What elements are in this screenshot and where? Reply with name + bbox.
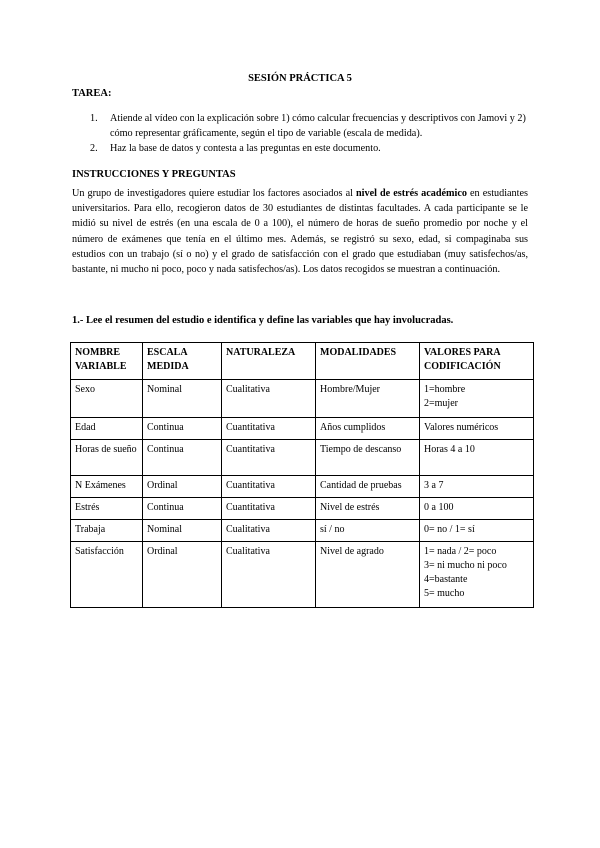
table-cell: Ordinal [143, 542, 222, 608]
table-row [71, 476, 534, 498]
table-header-row [71, 343, 534, 380]
table-cell: Continua [143, 440, 222, 476]
table-cell: Ordinal [143, 476, 222, 498]
paragraph-text: Un grupo de investigadores quiere estudiar los factores asociados al [72, 188, 356, 199]
tarea-heading: TAREA: [72, 88, 112, 99]
table-cell: Horas de sueño [71, 440, 143, 476]
column-header: MODALIDADES [316, 343, 420, 380]
table-cell: Cualitativa [222, 520, 316, 542]
table-cell: Años cumplidos [316, 418, 420, 440]
table-row [71, 440, 534, 476]
question-1: 1.- Lee el resumen del estudio e identifica y define las variables que hay involucradas. [72, 315, 454, 326]
table-row [71, 380, 534, 418]
column-header: ESCALA MEDIDA [143, 343, 222, 380]
task-item [72, 141, 532, 156]
page-title: SESIÓN PRÁCTICA 5 [248, 73, 352, 84]
paragraph-text: en estudiantes universitarios. Para ello, recogieron datos de 30 estudiantes de distintas facultades. A cada participante se le midió su nivel de estrés (en una escala de 0 a 100), el número de horas de sueño promedio por noche y el número de exámenes que tenía en el último mes. Además, se registró su sexo, edad, si compaginaba sus estudios con un trabajo (sí o no) y el grado de satisfacción con el grado que estudiaban (muy satisfechos/as, bastante, ni mucho ni poco, poco y nada satisfechos/as). Los datos recogidos se muestran a continuación. [72, 188, 528, 276]
table-cell: Cuantitativa [222, 476, 316, 498]
column-header: NATURALEZA [222, 343, 316, 380]
table-cell: N Exámenes [71, 476, 143, 498]
table-cell: Hombre/Mujer [316, 380, 420, 418]
table-cell: 3 a 7 [420, 476, 534, 498]
table-row [71, 542, 534, 608]
task-number: 1. [90, 113, 98, 124]
table-cell: Horas 4 a 10 [420, 440, 534, 476]
table-cell: Satisfacción [71, 542, 143, 608]
variables-table [70, 342, 534, 608]
instructions-heading: INSTRUCCIONES Y PREGUNTAS [72, 169, 236, 180]
table-cell: Cualitativa [222, 542, 316, 608]
task-number: 2. [90, 143, 98, 154]
table-cell: Nivel de agrado [316, 542, 420, 608]
table-row [71, 520, 534, 542]
table-row [71, 498, 534, 520]
table-cell: Cuantitativa [222, 440, 316, 476]
task-text: Haz la base de datos y contesta a las preguntas en este documento. [110, 143, 381, 154]
table-cell: sí / no [316, 520, 420, 542]
column-header: NOMBRE VARIABLE [71, 343, 143, 380]
table-row [71, 418, 534, 440]
table-cell: 0 a 100 [420, 498, 534, 520]
column-header: VALORES PARA CODIFICACIÓN [420, 343, 534, 380]
table-cell: Trabaja [71, 520, 143, 542]
table-cell: Edad [71, 418, 143, 440]
table-cell: Cuantitativa [222, 418, 316, 440]
paragraph-bold-text: nivel de estrés académico [355, 188, 467, 199]
table-cell: Nominal [143, 520, 222, 542]
table-cell: Valores numéricos [420, 418, 534, 440]
table-cell: Nivel de estrés [316, 498, 420, 520]
table-cell: Cantidad de pruebas [316, 476, 420, 498]
table-cell: Nominal [143, 380, 222, 418]
table-cell: Sexo [71, 380, 143, 418]
table-cell: Continua [143, 418, 222, 440]
table-cell: Cualitativa [222, 380, 316, 418]
table-cell: Cuantitativa [222, 498, 316, 520]
table-cell: 1=hombre 2=mujer [420, 380, 534, 418]
study-description [72, 186, 528, 277]
table-cell: Tiempo de descanso [316, 440, 420, 476]
task-item [72, 111, 532, 141]
table-cell: 0= no / 1= sí [420, 520, 534, 542]
table-cell: Estrés [71, 498, 143, 520]
table-cell: 1= nada / 2= poco 3= ni mucho ni poco 4=bastante 5= mucho [420, 542, 534, 608]
table-cell: Continua [143, 498, 222, 520]
task-list [72, 111, 532, 156]
task-text: Atiende al vídeo con la explicación sobre 1) cómo calcular frecuencias y descriptivos con Jamovi y 2) cómo representar gráficamente, según el tipo de variable (escala de medida). [110, 113, 526, 139]
